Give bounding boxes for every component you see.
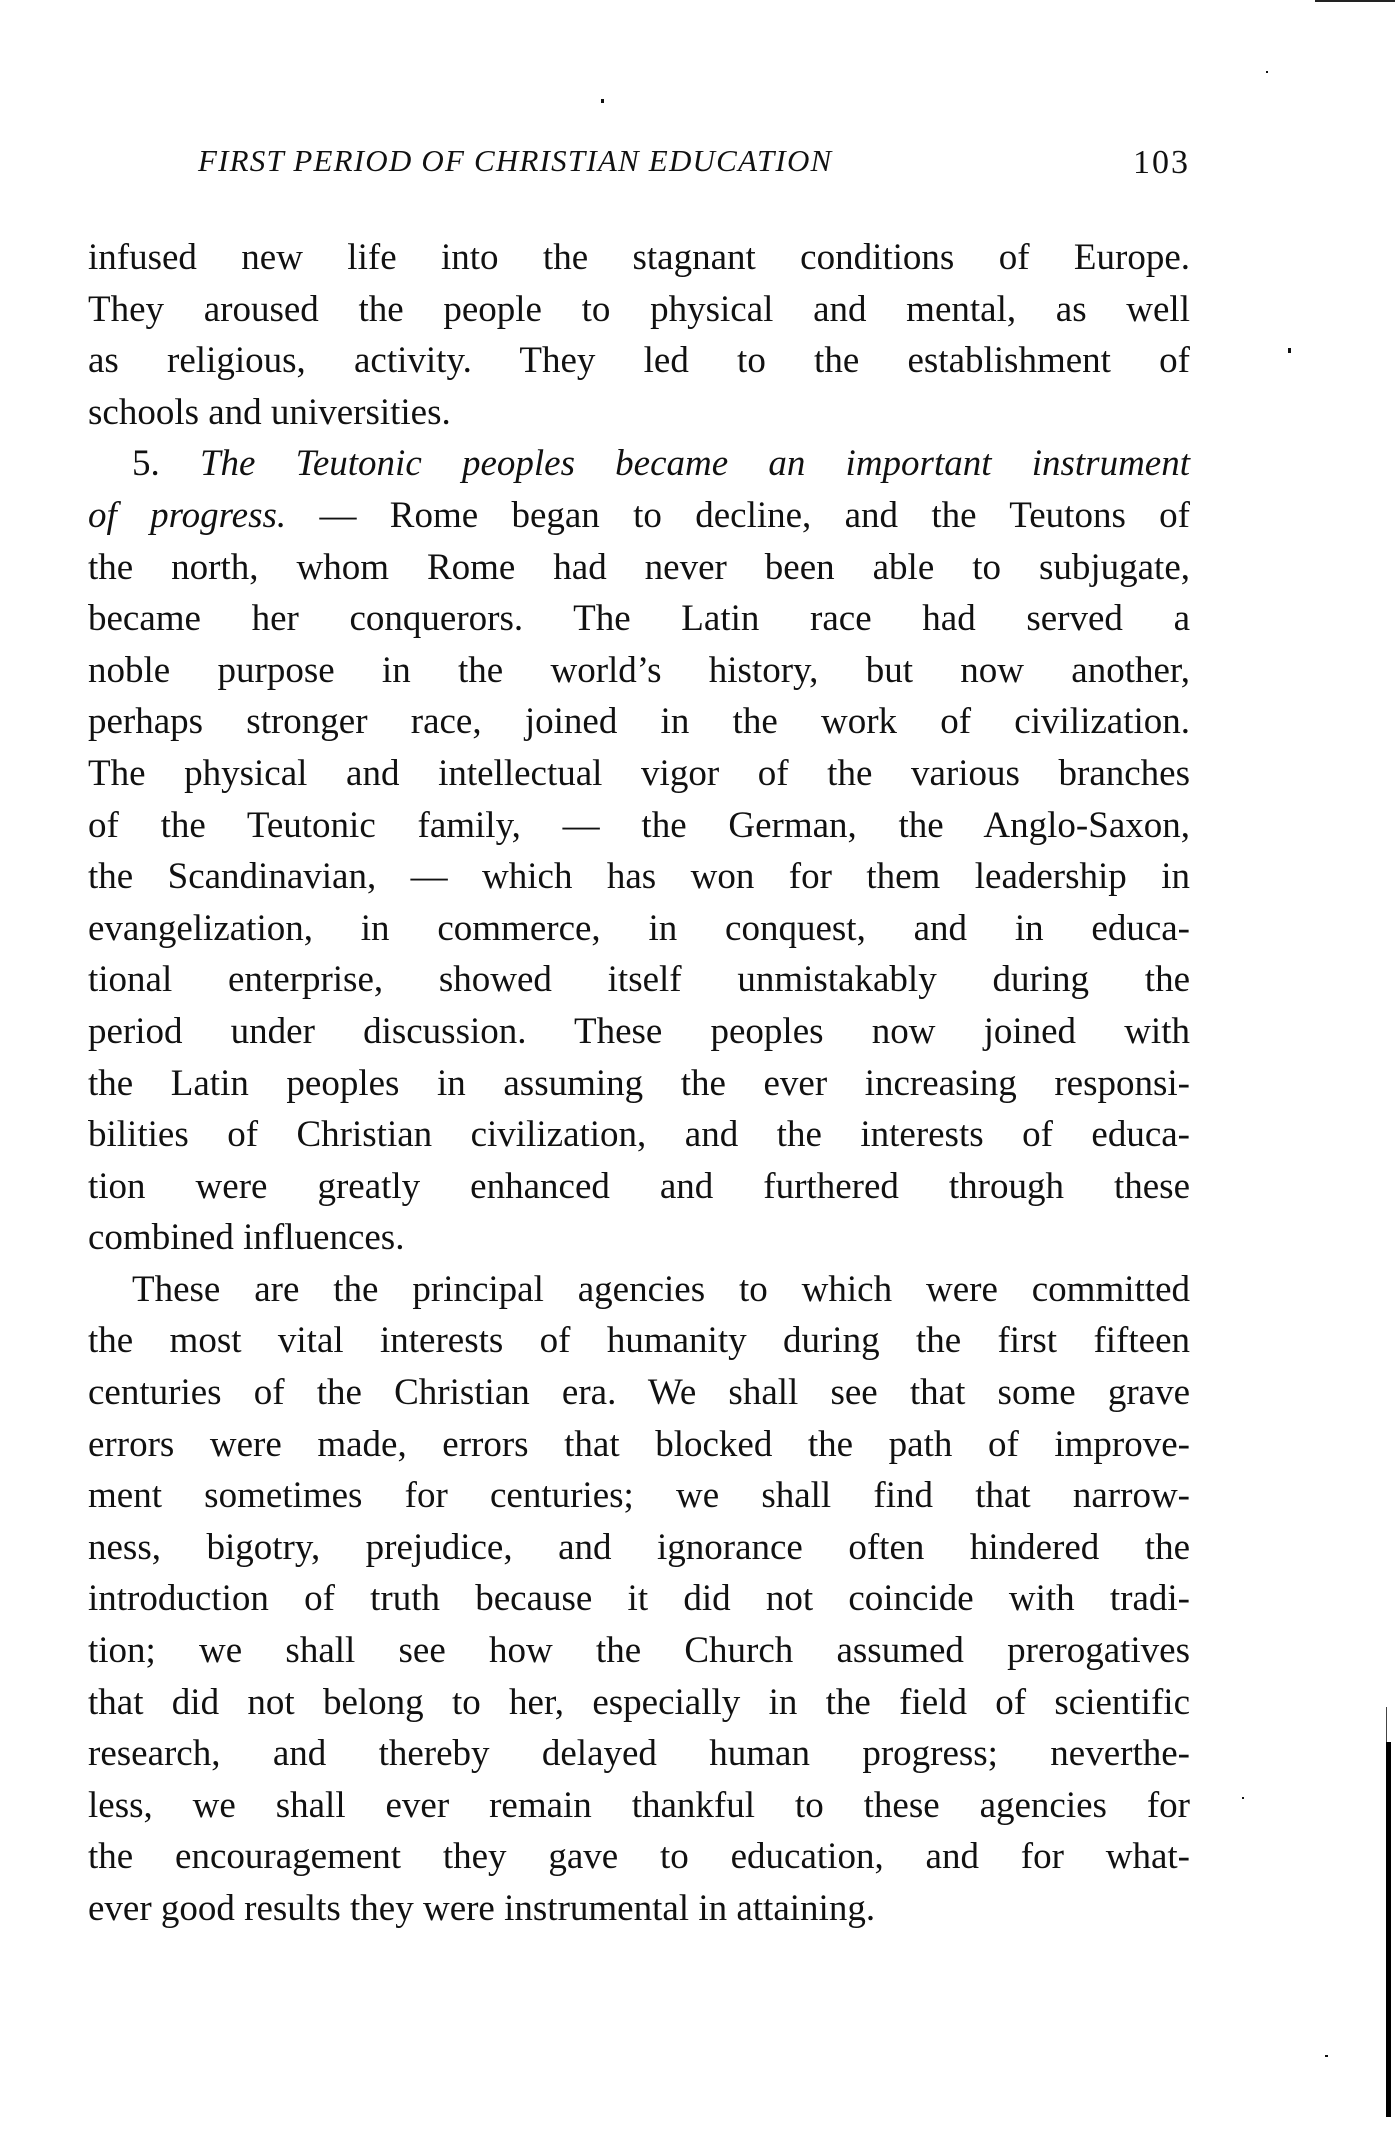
- text-line: [88, 387, 1190, 439]
- text-line: [88, 1728, 1190, 1780]
- text-segment: introduction of truth because it did not coincide with tradi-: [88, 1578, 1190, 1620]
- text-line: [88, 1677, 1190, 1729]
- scan-speck: [1266, 71, 1268, 73]
- text-line: [88, 954, 1190, 1006]
- page-number: 103: [1133, 144, 1190, 181]
- running-head: [198, 139, 1190, 183]
- text-segment: ness, bigotry, prejudice, and ignorance often hindered the: [88, 1526, 1190, 1568]
- text-line: [88, 542, 1190, 594]
- text-segment: as religious, activity. They led to the establishment of: [88, 340, 1190, 382]
- scan-edge-rule: [1315, 0, 1395, 2]
- text-segment: combined influences.: [88, 1217, 405, 1259]
- text-segment: tion were greatly enhanced and furthered through these: [88, 1165, 1190, 1207]
- text-segment: tional enterprise, showed itself unmistakably during the: [88, 959, 1190, 1001]
- text-segment: ever good results they were instrumental in attaining.: [88, 1888, 876, 1929]
- text-line: [88, 1831, 1190, 1883]
- text-line: [88, 1419, 1190, 1471]
- text-line: [88, 1264, 1190, 1316]
- scan-edge-line: [1386, 1707, 1387, 1742]
- body-text: [88, 232, 1190, 1935]
- text-segment: the Latin peoples in assuming the ever increasing responsi-: [88, 1062, 1190, 1104]
- text-segment: — Rome began to decline, and the Teutons of: [286, 494, 1190, 536]
- text-line: [88, 593, 1190, 645]
- text-segment: became her conquerors. The Latin race had served a: [88, 598, 1190, 640]
- text-line: [88, 645, 1190, 697]
- scan-edge-bar: [1386, 1742, 1391, 2117]
- text-line: [88, 1883, 1190, 1935]
- scan-speck: [601, 99, 604, 103]
- text-segment: centuries of the Christian era. We shall see that some grave: [88, 1372, 1190, 1414]
- text-line: [88, 696, 1190, 748]
- text-line: [88, 335, 1190, 387]
- text-line: [88, 1315, 1190, 1367]
- text-segment: the encouragement they gave to education, and for what-: [88, 1836, 1190, 1878]
- text-segment: the Scandinavian, — which has won for them leadership in: [88, 856, 1190, 898]
- text-segment: bilities of Christian civilization, and the interests of educa-: [88, 1114, 1190, 1156]
- text-segment: perhaps stronger race, joined in the work of civilization.: [88, 701, 1190, 743]
- text-line: [88, 748, 1190, 800]
- text-segment: less, we shall ever remain thankful to these agencies for: [88, 1784, 1190, 1826]
- text-segment: the north, whom Rome had never been able to subjugate,: [88, 546, 1190, 588]
- text-line: [88, 1212, 1190, 1264]
- running-head-title: FIRST PERIOD OF CHRISTIAN EDUCATION: [198, 143, 833, 178]
- text-segment: tion; we shall see how the Church assumed prerogatives: [88, 1630, 1190, 1672]
- text-line: [88, 1522, 1190, 1574]
- text-segment: schools and universities.: [88, 391, 451, 433]
- text-segment: 5.: [132, 443, 200, 485]
- text-segment: of the Teutonic family, — the German, the Anglo-Saxon,: [88, 804, 1190, 846]
- text-segment: period under discussion. These peoples now joined with: [88, 1010, 1190, 1052]
- text-line: [88, 1470, 1190, 1522]
- text-segment: that did not belong to her, especially in the field of scientific: [88, 1681, 1190, 1723]
- scan-speck: [1288, 348, 1291, 353]
- text-segment: These are the principal agencies to which were committed: [132, 1268, 1190, 1310]
- text-segment: errors were made, errors that blocked the path of improve-: [88, 1423, 1190, 1465]
- text-segment: noble purpose in the world’s history, but now another,: [88, 649, 1190, 691]
- italic-text-segment: The Teutonic peoples became an important instrument: [199, 443, 1190, 485]
- text-segment: The physical and intellectual vigor of the various branches: [88, 752, 1190, 794]
- text-line: [88, 1625, 1190, 1677]
- text-line: [88, 800, 1190, 852]
- text-line: [88, 1161, 1190, 1213]
- text-line: [88, 851, 1190, 903]
- scan-speck: [1325, 2055, 1328, 2057]
- text-line: [88, 438, 1190, 490]
- text-line: [88, 1367, 1190, 1419]
- text-line: [88, 284, 1190, 336]
- text-line: [88, 1573, 1190, 1625]
- text-segment: infused new life into the stagnant conditions of Europe.: [88, 237, 1190, 278]
- text-line: [88, 1780, 1190, 1832]
- text-segment: They aroused the people to physical and mental, as well: [88, 288, 1190, 330]
- text-segment: the most vital interests of humanity during the first fifteen: [88, 1320, 1190, 1362]
- text-line: [88, 1058, 1190, 1110]
- text-line: [88, 1006, 1190, 1058]
- scan-speck: [1242, 1797, 1244, 1799]
- text-segment: evangelization, in commerce, in conquest, and in educa-: [88, 907, 1190, 949]
- text-line: [88, 490, 1190, 542]
- text-line: [88, 903, 1190, 955]
- text-line: [88, 1109, 1190, 1161]
- text-segment: ment sometimes for centuries; we shall find that narrow-: [88, 1475, 1190, 1517]
- text-line: [88, 232, 1190, 284]
- text-segment: research, and thereby delayed human progress; neverthe-: [88, 1733, 1190, 1775]
- italic-text-segment: of progress.: [88, 494, 287, 536]
